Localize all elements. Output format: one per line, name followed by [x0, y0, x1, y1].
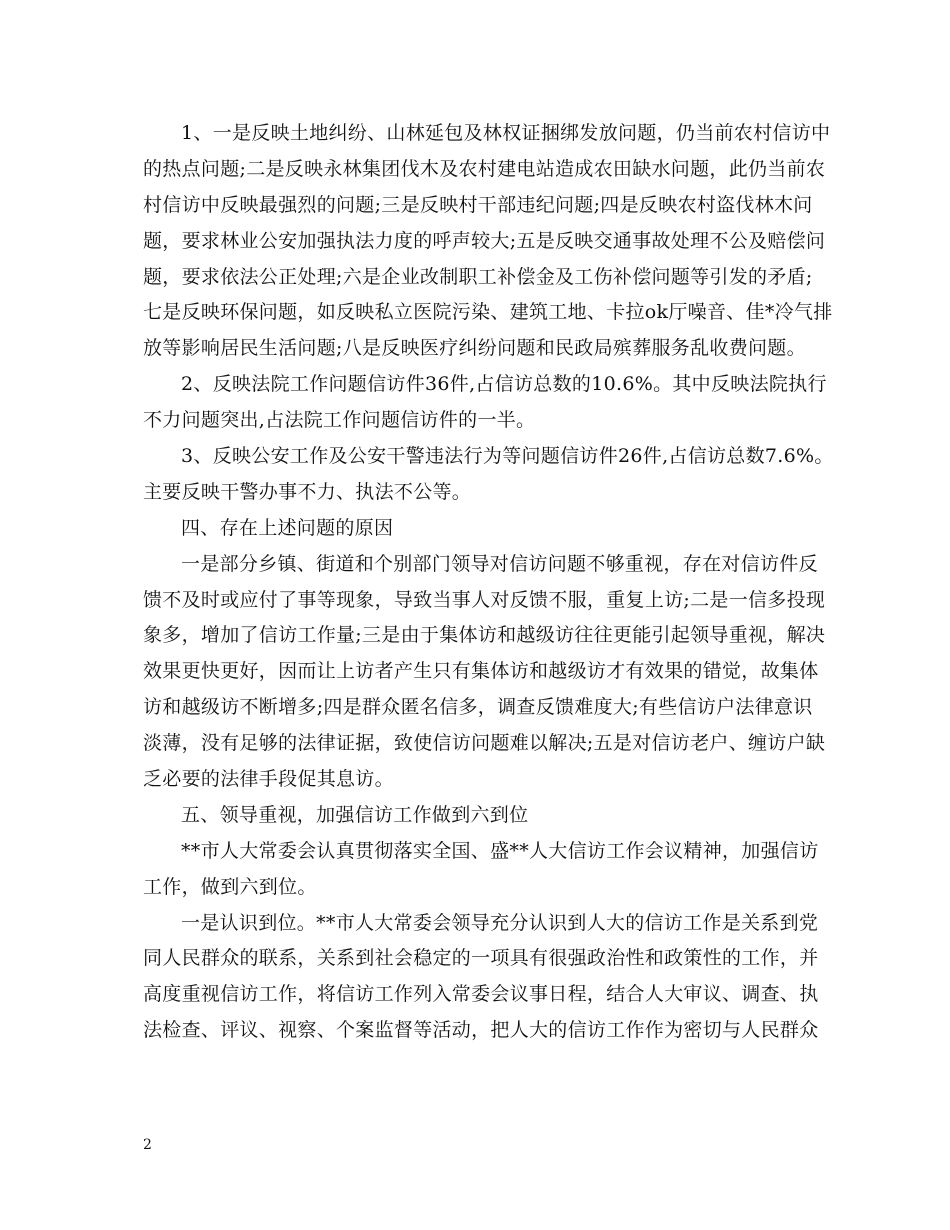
paragraph	[143, 906, 819, 1050]
text-line: 四、存在上述问题的原因	[181, 516, 394, 539]
paragraph	[143, 439, 834, 511]
text-line: 象多，增加了信访工作量;三是由于集体访和越级访往往更能引起领导重视，解决	[143, 624, 826, 647]
text-line: 2、反映法院工作问题信访件36件,占信访总数的10.6%。其中反映法院执行	[181, 373, 827, 396]
text-line: 的热点问题;二是反映永林集团伐木及农村建电站造成农田缺水问题，此仍当前农	[143, 157, 826, 180]
text-line: **市人大常委会认真贯彻落实全国、盛**人大信访工作会议精神，加强信访	[181, 839, 819, 862]
text-line: 一是认识到位。**市人大常委会领导充分认识到人大的信访工作是关系到党	[181, 911, 819, 934]
text-line: 乏必要的法律手段促其息访。	[143, 768, 394, 791]
text-line: 同人民群众的联系，关系到社会稳定的一项具有很强政治性和政策性的工作，并	[143, 947, 819, 970]
text-line: 馈不及时或应付了事等现象，导致当事人对反馈不服，重复上访;二是一信多投现	[143, 588, 826, 611]
text-line: 一是部分乡镇、街道和个别部门领导对信访问题不够重视，存在对信访件反	[181, 552, 818, 575]
paragraph	[143, 834, 819, 906]
text-line: 题，要求依法公正处理;六是企业改制职工补偿金及工伤补偿问题等引发的矛盾;	[143, 265, 813, 288]
text-line: 不力问题突出,占法院工作问题信访件的一半。	[143, 409, 536, 432]
paragraph	[143, 547, 826, 798]
text-line: 法检查、评议、视察、个案监督等活动，把人大的信访工作作为密切与人民群众	[143, 1019, 819, 1042]
text-line: 工作，做到六到位。	[143, 875, 317, 898]
paragraph	[143, 798, 811, 834]
page-number: 2	[143, 1137, 152, 1153]
paragraph	[143, 116, 833, 367]
text-line: 淡薄，没有足够的法律证据，致使信访问题难以解决;五是对信访老户、缠访户缺	[143, 732, 826, 755]
document-body	[143, 116, 834, 1049]
text-line: 七是反映环保问题，如反映私立医院污染、建筑工地、卡拉ok厅噪音、佳*冷气排	[143, 301, 833, 324]
text-line: 主要反映干警办事不力、执法不公等。	[143, 480, 472, 503]
text-line: 访和越级访不断增多;四是群众匿名信多，调查反馈难度大;有些信访户法律意识	[143, 696, 813, 719]
text-line: 题，要求林业公安加强执法力度的呼声较大;五是反映交通事故处理不公及赔偿问	[143, 229, 826, 252]
paragraph	[143, 511, 811, 547]
text-line: 3、反映公安工作及公安干警违法行为等问题信访件26件,占信访总数7.6%。	[181, 445, 834, 468]
text-line: 放等影响居民生活问题;八是反映医疗纠纷问题和民政局殡葬服务乱收费问题。	[143, 337, 806, 360]
paragraph	[143, 367, 827, 439]
text-line: 高度重视信访工作，将信访工作列入常委会议事日程，结合人大审议、调查、执	[143, 983, 819, 1006]
text-line: 五、领导重视，加强信访工作做到六到位	[181, 803, 529, 826]
text-line: 村信访中反映最强烈的问题;三是反映村干部违纪问题;四是反映农村盗伐林木问	[143, 193, 813, 216]
text-line: 1、一是反映土地纠纷、山林延包及林权证捆绑发放问题，仍当前农村信访中	[181, 122, 831, 144]
text-line: 效果更快更好，因而让上访者产生只有集体访和越级访才有效果的错觉，故集体	[143, 660, 819, 683]
